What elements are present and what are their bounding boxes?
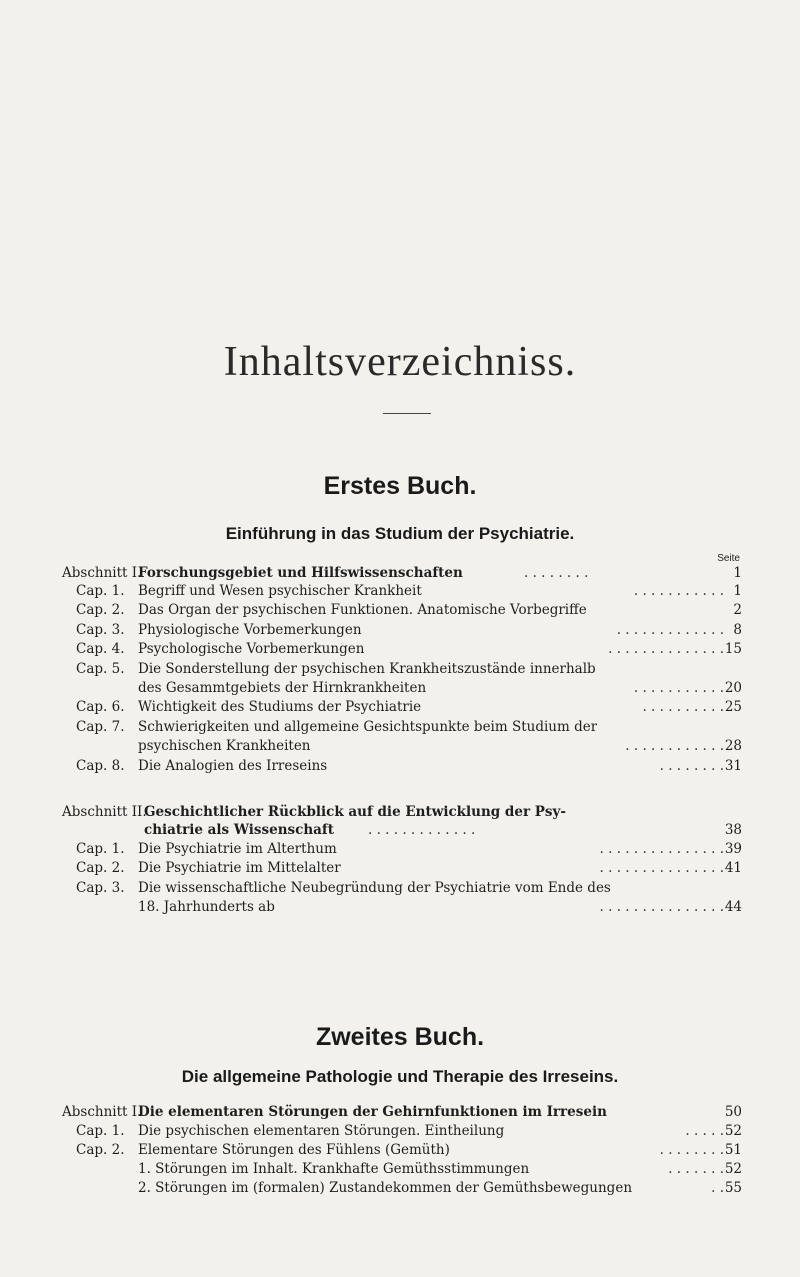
page-number: 41 [724,860,742,877]
chapter-label: Cap. 8. [76,757,125,774]
leader-dots: . . . . . . . . [524,565,589,581]
chapter-label: Cap. 3. [76,621,125,638]
leader-dots: . . . . . . . . . . . . . [368,822,476,838]
leader-dots: . . . . . . . . . . . . . . . [599,860,724,877]
chapter-label: Cap. 7. [76,718,125,735]
chapter-label: Cap. 6. [76,699,125,716]
section-title: Forschungsgebiet und Hilfswissenschaften [138,565,463,581]
book2-title: Zweites Buch. [315,1023,485,1051]
chapter-title: Psychologische Vorbemerkungen [138,641,365,658]
page-number: 28 [724,738,742,755]
toc-chapter-row [62,1160,742,1178]
section-label: Abschnitt I. [62,1104,142,1120]
section-label: Abschnitt I. [62,565,142,581]
leader-dots: . . . . . . . . . . . . . . . [599,899,724,916]
toc-section-1-1 [62,564,742,582]
page-number: 44 [724,899,742,916]
leader-dots: . . . . . . . . [659,1142,724,1158]
leader-dots: . . . . . . . . . . . [633,583,724,599]
page-column-header: Seite [717,553,740,564]
section-title: Die elementaren Störungen der Gehirnfunktionen im Irresein [138,1104,607,1120]
page-number: 15 [724,641,742,658]
chapter-label: Cap. 2. [76,860,125,877]
leader-dots: . . [711,1180,724,1196]
toc-section-1-2 [62,803,742,821]
section-title-cont: chiatrie als Wissenschaft [144,822,334,838]
chapter-label: Cap. 1. [76,583,125,599]
chapter-label: Cap. 3. [76,879,125,896]
chapter-title: des Gesammtgebiets der Hirnkrankheiten [138,680,427,696]
toc-chapter-row [62,757,742,775]
chapter-title: Begriff und Wesen psychischer Krankheit [138,583,422,599]
page-number: 55 [724,1180,742,1196]
chapter-title: 18. Jahrhunderts ab [138,899,275,916]
chapter-label: Cap. 1. [76,1123,125,1139]
book2-subtitle: Die allgemeine Pathologie und Therapie des Irreseins. [181,1067,619,1086]
leader-dots: . . . . . . . . [659,757,724,774]
page-number: 39 [724,841,742,857]
toc-chapter-row [62,879,742,897]
section-title: Geschichtlicher Rückblick auf die Entwicklung der Psy- [144,804,566,820]
page-number: 20 [724,680,742,696]
page-number: 1 [733,583,742,599]
toc-section-1-2-cont [62,821,742,839]
leader-dots: . . . . . . . . . . . [633,680,724,696]
toc-chapter-row [62,1122,742,1140]
leader-dots: . . . . . . . [668,1161,724,1177]
chapter-title: Die Analogien des Irreseins [138,757,328,774]
leader-dots: . . . . . . . . . . . . . [616,621,724,638]
leader-dots: . . . . . . . . . . [642,699,724,716]
chapter-title: Physiologische Vorbemerkungen [138,621,362,638]
chapter-label: Cap. 2. [76,602,125,619]
page-number: 50 [724,1104,742,1120]
toc-chapter-row [62,640,742,658]
page-number: 51 [724,1142,742,1158]
chapter-title: Die psychischen elementaren Störungen. Eintheilung [138,1123,505,1139]
book1-subtitle: Einführung in das Studium der Psychiatrie. [225,524,575,543]
toc-chapter-row [62,737,742,755]
chapter-label: Cap. 5. [76,660,125,677]
toc-chapter-row [62,582,742,600]
page-number: 52 [724,1123,742,1139]
page-number: 1 [733,565,742,581]
toc-chapter-row [62,601,742,619]
page-number: 52 [724,1161,742,1177]
toc-chapter-row [62,679,742,697]
chapter-title: psychischen Krankheiten [138,738,311,755]
chapter-title: Das Organ der psychischen Funktionen. Anatomische Vorbegriffe [138,602,587,619]
chapter-title: Die Sonderstellung der psychischen Krankheitszustände innerhalb [138,660,596,677]
chapter-title: Die wissenschaftliche Neubegründung der Psychiatrie vom Ende des [138,879,611,896]
chapter-label: Cap. 1. [76,841,125,857]
section-label: Abschnitt II. [62,804,147,820]
page-number: 38 [724,822,742,838]
chapter-title: Die Psychiatrie im Mittelalter [138,860,341,877]
chapter-title: Wichtigkeit des Studiums der Psychiatrie [138,699,422,716]
chapter-title: Die Psychiatrie im Alterthum [138,841,337,857]
toc-chapter-row [62,660,742,678]
title-divider [383,413,431,414]
toc-section-2-1 [62,1103,742,1121]
page-number: 2 [733,602,742,619]
chapter-title: 2. Störungen im (formalen) Zustandekommen der Gemüthsbewegungen [138,1180,633,1196]
toc-chapter-row [62,698,742,716]
chapter-label: Cap. 4. [76,641,125,658]
leader-dots: . . . . . [685,1123,724,1139]
page-number: 8 [733,621,742,638]
leader-dots: . . . . . . . . . . . . . . [608,641,724,658]
toc-chapter-row [62,898,742,916]
page-number: 25 [724,699,742,716]
toc-chapter-row [62,1179,742,1197]
toc-chapter-row [62,718,742,736]
chapter-title: Elementare Störungen des Fühlens (Gemüth) [138,1142,450,1158]
leader-dots: . . . . . . . . . . . . . . . [599,841,724,857]
chapter-label: Cap. 2. [76,1142,125,1158]
page-number: 31 [724,757,742,774]
toc-chapter-row [62,840,742,858]
toc-chapter-row [62,859,742,877]
leader-dots: . . . . . . . . . . . . [625,738,724,755]
toc-chapter-row [62,1141,742,1159]
chapter-title: Schwierigkeiten und allgemeine Gesichtspunkte beim Studium der [138,718,598,735]
toc-chapter-row [62,621,742,639]
page-title: Inhaltsverzeichniss. [223,339,577,385]
book1-title: Erstes Buch. [323,472,477,500]
chapter-title: 1. Störungen im Inhalt. Krankhafte Gemüthsstimmungen [138,1161,530,1177]
